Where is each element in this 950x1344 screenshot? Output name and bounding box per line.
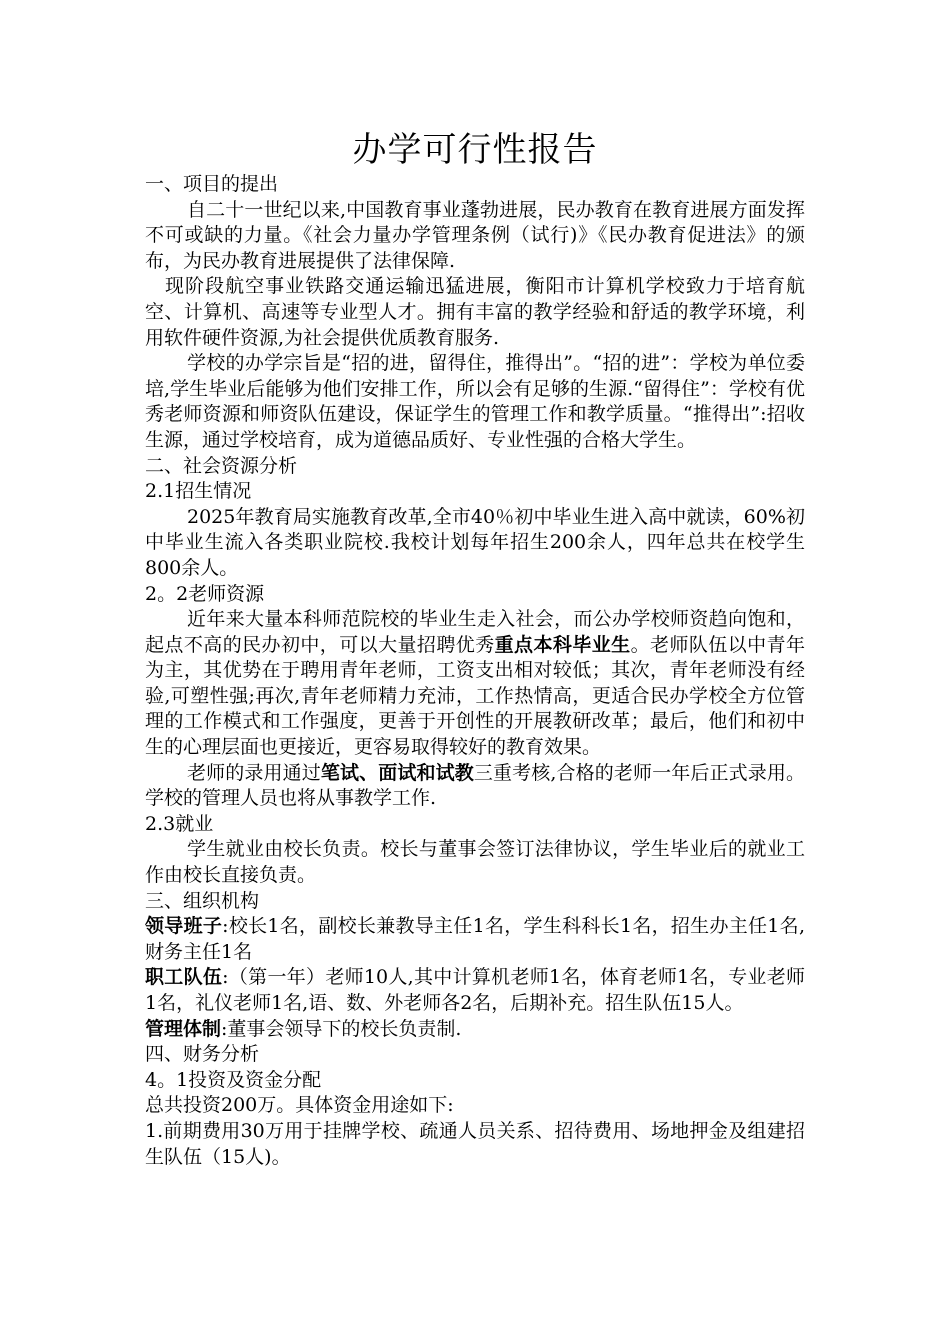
subsection-heading-2-2: 2。2老师资源 — [145, 582, 265, 605]
subsection-heading-4-1: 4。1投资及资金分配 — [145, 1068, 322, 1091]
paragraph: 学生就业由校长负责。校长与董事会签订法律协议，学生毕业后的就业工作由校长直接负责。 — [145, 838, 805, 887]
bold-label: 领导班子 — [145, 915, 223, 938]
section-heading-2: 二、社会资源分析 — [145, 454, 298, 477]
text-run: 老师的录用通过 — [187, 761, 321, 784]
bold-text: 重点本科毕业生 — [494, 633, 631, 656]
org-line-leadership — [145, 914, 805, 965]
text-run: :校长1名，副校长兼教导主任1名，学生科科长1名，招生办主任1名,财务主任1名 — [145, 915, 805, 963]
text-run: 近年来大量本科师范院校的毕业生走入社会，而公办学校师资趋向饱和，起点不高的民办初中，可以大量招聘优秀 — [145, 608, 805, 656]
text-run: :（第一年）老师10人,其中计算机老师1名，体育老师1名，专业老师1名，礼仪老师1名,语、数、外老师各2名，后期补充。招生队伍15人。 — [145, 966, 805, 1014]
paragraph: 自二十一世纪以来,中国教育事业蓬勃进展，民办教育在教育进展方面发挥不可或缺的力量。《社会力量办学管理条例（试行)》《民办教育促进法》的颁布，为民办教育进展提供了法律保障. — [145, 198, 805, 272]
org-line-staff — [145, 965, 805, 1016]
bold-text: 笔试、面试和试教 — [320, 761, 474, 784]
text-run: :董事会领导下的校长负责制. — [221, 1017, 462, 1040]
document-page — [145, 0, 805, 1170]
paragraph — [145, 607, 805, 761]
bold-label: 职工队伍 — [145, 966, 223, 989]
paragraph: 2025年教育局实施教育改革,全市40％初中毕业生进入高中就读，60%初中毕业生流入各类职业院校.我校计划每年招生200余人，四年总共在校学生800余人。 — [145, 505, 805, 579]
section-heading-4: 四、财务分析 — [145, 1043, 260, 1066]
document-title: 办学可行性报告 — [352, 130, 598, 170]
section-heading-3: 三、组织机构 — [145, 889, 260, 912]
text-run: 三重考核,合格的老师一年后正式录用。学校的管理人员也将从事教学工作. — [145, 761, 805, 810]
section-heading-1: 一、项目的提出 — [145, 173, 279, 195]
org-line-management — [145, 1017, 805, 1043]
text-run: 。老师队伍以中青年为主，其优势在于聘用青年老师，工资支出相对较低；其次，青年老师没有经验,可塑性强;再次,青年老师精力充沛，工作热情高，更适合民办学校全方位管理的工作模式和工作强度，更善于开创性的开展教研改革；最后，他们和初中生的心理层面也更接近，更容易取得较好的教育效果。 — [145, 633, 805, 759]
subsection-heading-2-3: 2.3就业 — [145, 812, 214, 835]
paragraph: 1.前期费用30万用于挂牌学校、疏通人员关系、招待费用、场地押金及组建招生队伍（15人)。 — [145, 1119, 805, 1168]
paragraph: 现阶段航空事业铁路交通运输迅猛进展，衡阳市计算机学校致力于培育航空、计算机、高速等专业型人才。拥有丰富的教学经验和舒适的教学环境，利用软件硬件资源,为社会提供优质教育服务. — [145, 275, 805, 349]
paragraph — [145, 761, 805, 812]
subsection-heading-2-1: 2.1招生情况 — [145, 480, 252, 503]
paragraph: 总共投资200万。具体资金用途如下: — [145, 1094, 454, 1117]
bold-label: 管理体制 — [145, 1017, 222, 1040]
paragraph: 学校的办学宗旨是“招的进，留得住，推得出”。“招的进”：学校为单位委培,学生毕业后能够为他们安排工作，所以会有足够的生源.“留得住”：学校有优秀老师资源和师资队伍建设，保证学生的管理工作和教学质量。“推得出”:招收生源，通过学校培育，成为道德品质好、专业性强的合格大学生。 — [145, 352, 805, 451]
